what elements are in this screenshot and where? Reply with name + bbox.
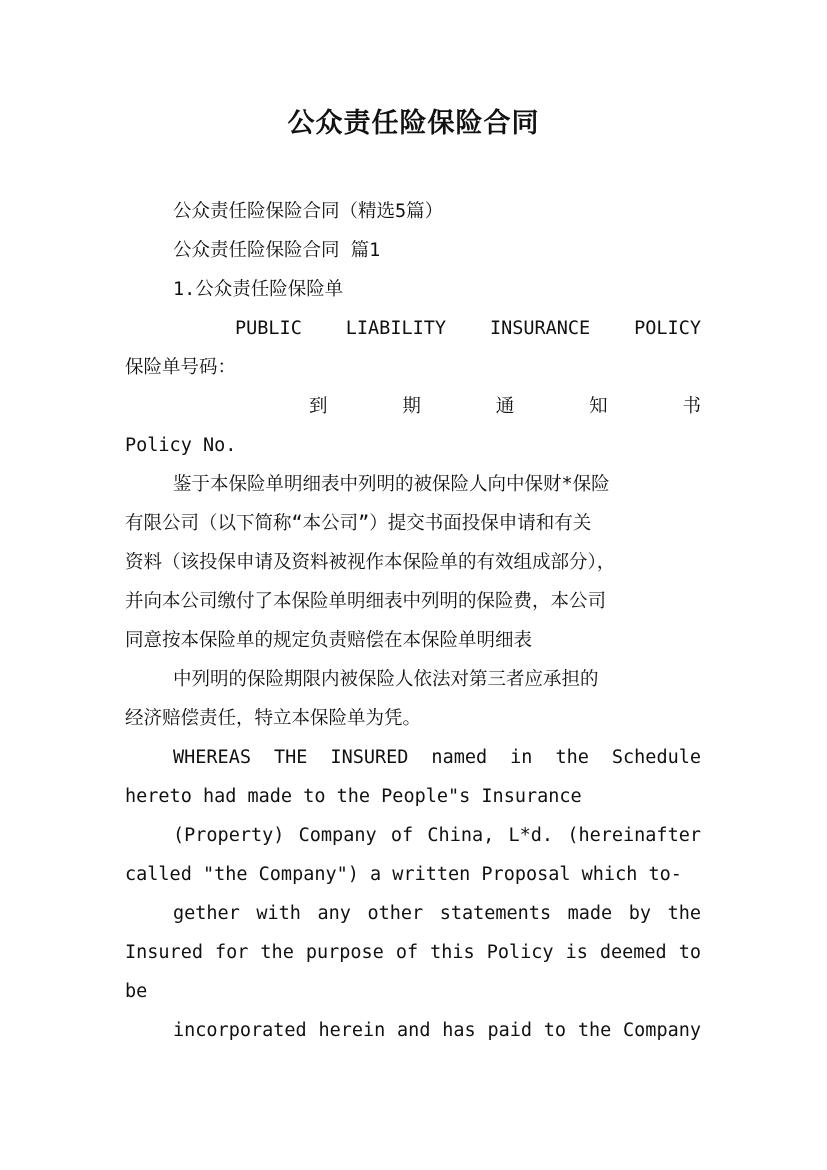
text-line-english: called "the Company") a written Proposal which to- bbox=[125, 864, 682, 885]
text-line-english: Insured for the purpose of this Policy is deemed to bbox=[125, 942, 701, 963]
notice-char: 通 bbox=[495, 396, 515, 417]
text-line-policy-heading bbox=[125, 309, 701, 348]
notice-char: 到 bbox=[309, 396, 328, 417]
text-line-english: WHEREAS THE INSURED named in the Schedule bbox=[173, 747, 701, 768]
text-line: 并向本公司缴付了本保险单明细表中列明的保险费，本公司 bbox=[125, 591, 607, 612]
text-line: 资料（该投保申请及资料被视作本保险单的有效组成部分）， bbox=[125, 552, 616, 573]
text-line-english: gether with any other statements made by the bbox=[173, 903, 701, 924]
notice-char: 书 bbox=[682, 396, 701, 417]
document-body bbox=[125, 192, 701, 1050]
policy-word: PUBLIC bbox=[235, 318, 302, 339]
text-line: 经济赔偿责任，特立本保险单为凭。 bbox=[125, 708, 422, 729]
text-line: 中列明的保险期限内被保险人依法对第三者应承担的 bbox=[173, 669, 599, 690]
text-line-section-heading: 公众责任险保险合同 篇1 bbox=[173, 240, 381, 261]
text-line: 同意按本保险单的规定负责赔偿在本保险单明细表 bbox=[125, 630, 533, 651]
text-line-expiry-notice bbox=[125, 387, 701, 426]
notice-char: 期 bbox=[402, 396, 421, 417]
text-line-item-heading: 1.公众责任险保险单 bbox=[173, 279, 344, 300]
text-line-english: be bbox=[125, 981, 148, 1002]
policy-word: INSURANCE bbox=[489, 318, 591, 339]
policy-word: LIABILITY bbox=[345, 318, 447, 339]
policy-word: POLICY bbox=[634, 318, 701, 339]
document-title: 公众责任险保险合同 bbox=[287, 108, 540, 139]
text-line-english: (Property) Company of China, L*d. (hereinafter bbox=[173, 825, 701, 846]
notice-char: 知 bbox=[589, 396, 608, 417]
text-line: 鉴于本保险单明细表中列明的被保险人向中保财*保险 bbox=[173, 474, 610, 495]
text-line-policy-number-label: 保险单号码： bbox=[125, 357, 237, 378]
text-line-collection-heading: 公众责任险保险合同（精选5篇） bbox=[173, 201, 444, 222]
text-line: 有限公司（以下简称“本公司”）提交书面投保申请和有关 bbox=[125, 513, 592, 534]
text-line-english: incorporated herein and has paid to the Company bbox=[173, 1020, 701, 1041]
text-line-policy-no: Policy No. bbox=[125, 435, 237, 456]
text-line-english: hereto had made to the People"s Insurance bbox=[125, 786, 582, 807]
